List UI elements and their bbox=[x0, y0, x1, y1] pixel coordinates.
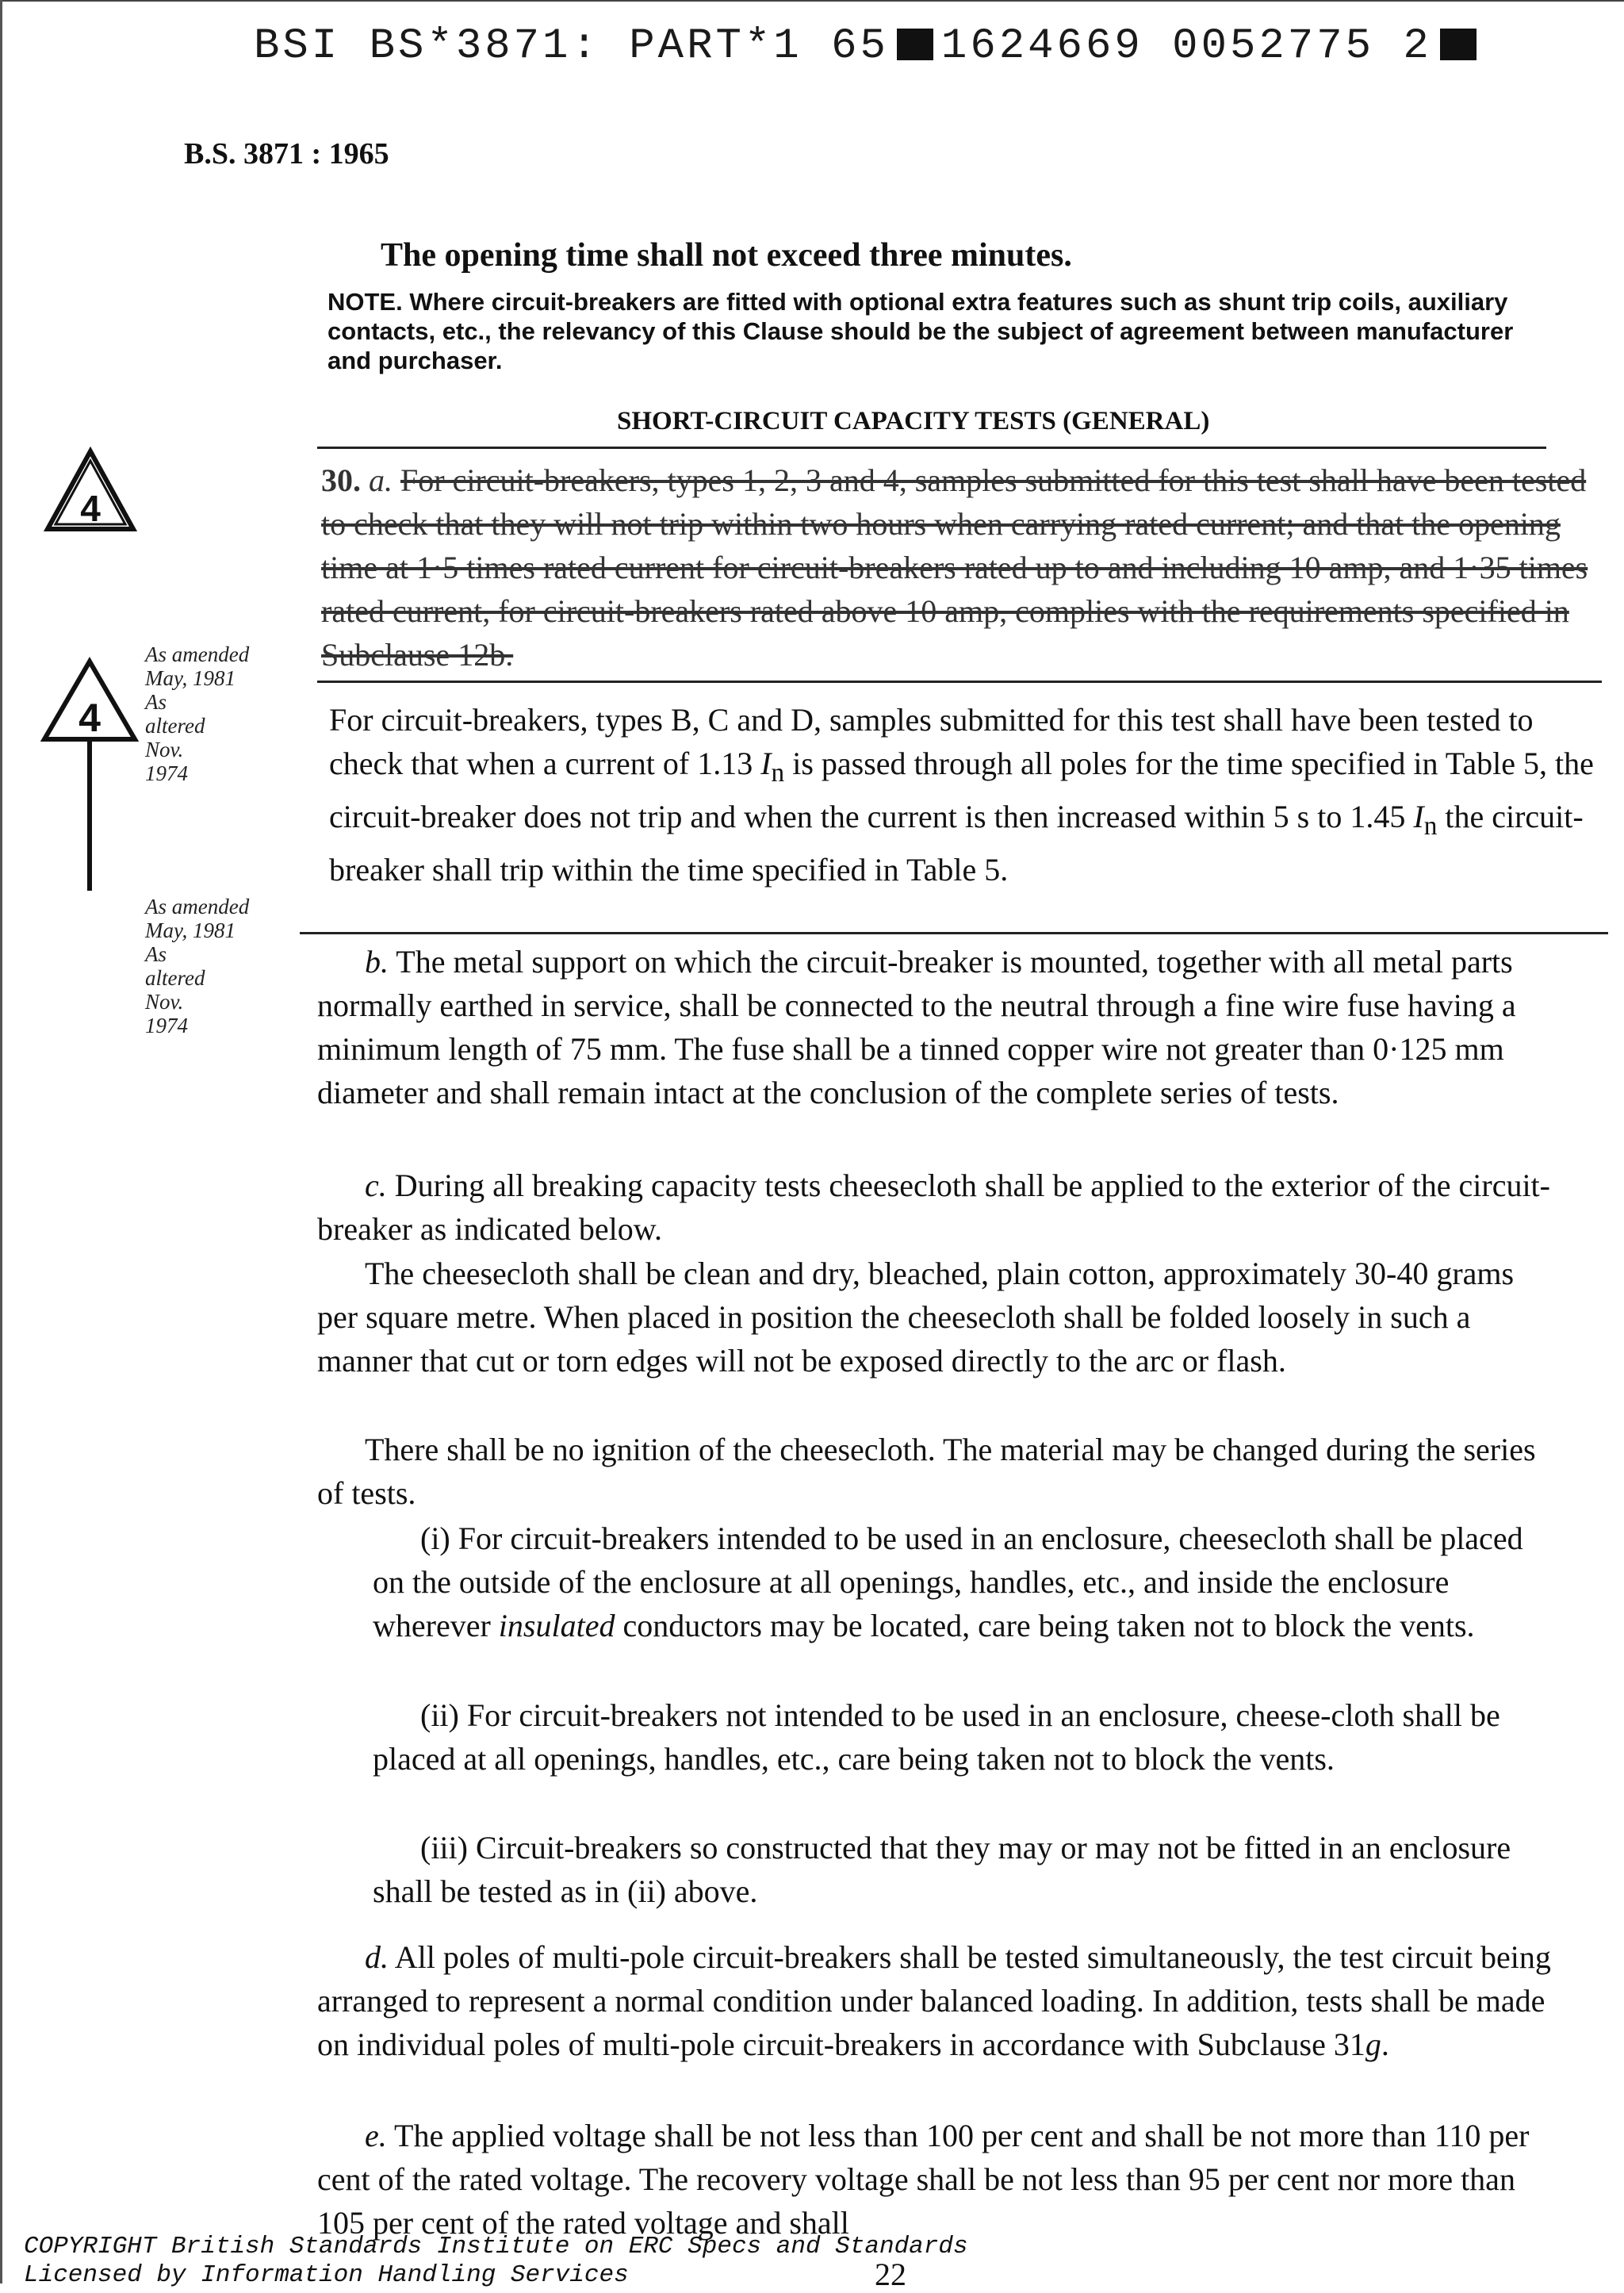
amendment-number: 4 bbox=[79, 696, 101, 740]
clause-30c-item-i: (i) For circuit-breakers intended to be used in an enclosure, cheesecloth shall be placed on the outside of the enclosure at all openings, handles, etc., and inside the enclosure wherever insulated conductors may be located, care being taken not to block the vents. bbox=[373, 1520, 1523, 1643]
clause-30e: e. The applied voltage shall be not less than 100 per cent and shall be not more than 110 per cent of the rated voltage. The recovery voltage shall be not less than 95 per cent nor more than 105 per cent of the rated voltage and shall bbox=[317, 2118, 1530, 2241]
page-number: 22 bbox=[875, 2257, 906, 2292]
amendment-triangle-icon bbox=[43, 447, 138, 534]
document-header-code bbox=[254, 22, 1602, 86]
clause-30c: c. During all breaking capacity tests cheesecloth shall be applied to the exterior of the circuit-breaker as indicated below. bbox=[317, 1168, 1550, 1247]
header-code-part1: BSI BS*3871: PART*1 65 bbox=[254, 22, 889, 71]
footer-copyright: COPYRIGHT British Standards Institute on ERC Specs and Standards bbox=[24, 2233, 968, 2260]
section-heading: SHORT-CIRCUIT CAPACITY TESTS (GENERAL) bbox=[617, 407, 1210, 435]
clause-30c-paragraph-2: The cheesecloth shall be clean and dry, bleached, plain cotton, approximately 30-40 grams per square metre. When placed in position the cheesecloth shall be folded loosely in such a manner that cut or torn edges will not be exposed directly to the arc or flash. bbox=[317, 1256, 1515, 1378]
amendment-rule bbox=[300, 932, 1608, 934]
clause-30c-paragraph-3: There shall be no ignition of the cheesecloth. The material may be changed during the series of tests. bbox=[317, 1432, 1536, 1511]
clause-30a-amended: For circuit-breakers, types B, C and D, samples submitted for this test shall have been tested to check that when a current of 1.13 $I_n$ is passed through all poles for the time specified in Table 5, the circuit-breaker does not trip and when the current is then increased within 5 s to 1.45 $I_n$ the circuit-breaker shall trip within the time specified in Table 5. bbox=[329, 702, 1594, 888]
header-code-part2: 1624669 0052775 2 bbox=[940, 22, 1432, 71]
amendment-rule bbox=[317, 681, 1602, 683]
margin-note-amendment: As amended May, 1981 As altered Nov. 1974 bbox=[145, 642, 250, 785]
clause-30c-item-iii: (iii) Circuit-breakers so constructed that they may or may not be fitted in an enclosure shall be tested as in (ii) above. bbox=[373, 1830, 1511, 1909]
amendment-rule bbox=[317, 447, 1546, 449]
clause-30c-item-ii: (ii) For circuit-breakers not intended to be used in an enclosure, cheese-cloth shall be placed at all openings, handles, etc., care being taken not to block the vents. bbox=[373, 1697, 1500, 1777]
filled-block-mark bbox=[1440, 29, 1477, 60]
lead-paragraph: The opening time shall not exceed three minutes. bbox=[381, 237, 1072, 274]
footer-license: Licensed by Information Handling Services bbox=[24, 2261, 629, 2289]
note-paragraph: NOTE. Where circuit-breakers are fitted with optional extra features such as shunt trip coils, auxiliary contacts, etc., the relevancy of this Clause should be the subject of agreement between manufacturer and purchaser. bbox=[327, 288, 1514, 374]
margin-note-amendment: As amended May, 1981 As altered Nov. 1974 bbox=[145, 895, 250, 1037]
filled-block-mark bbox=[897, 29, 933, 60]
top-scan-rule bbox=[0, 0, 1624, 2]
left-scan-edge bbox=[0, 0, 2, 2283]
document-reference: B.S. 3871 : 1965 bbox=[184, 137, 389, 171]
clause-30d: d. All poles of multi-pole circuit-breakers shall be tested simultaneously, the test circuit being arranged to represent a normal condition under balanced loading. In addition, tests shall be made on individual poles of multi-pole circuit-breakers in accordance with Subclause 31g. bbox=[317, 1939, 1551, 2062]
clause-30a-superseded: 30. a. For circuit-breakers, types 1, 2, 3 and 4, samples submitted for this test shall have been tested to check that they will not trip within two hours when carrying rated current; and that the opening time at 1·5 times rated current for circuit-breakers rated up to and including 10 amp, and 1·35 times rated current, for circuit-breakers rated above 10 amp, complies with the requirements specified in Subclause 12b. bbox=[321, 462, 1588, 673]
amendment-triangle-arrow-icon bbox=[40, 657, 143, 895]
clause-30b: b. The metal support on which the circuit-breaker is mounted, together with all metal parts normally earthed in service, shall be connected to the neutral through a fine wire fuse having a minimum length of 75 mm. The fuse shall be a tinned copper wire not greater than 0·125 mm diameter and shall remain intact at the conclusion of the complete series of tests. bbox=[317, 944, 1516, 1110]
amendment-number: 4 bbox=[80, 488, 101, 529]
